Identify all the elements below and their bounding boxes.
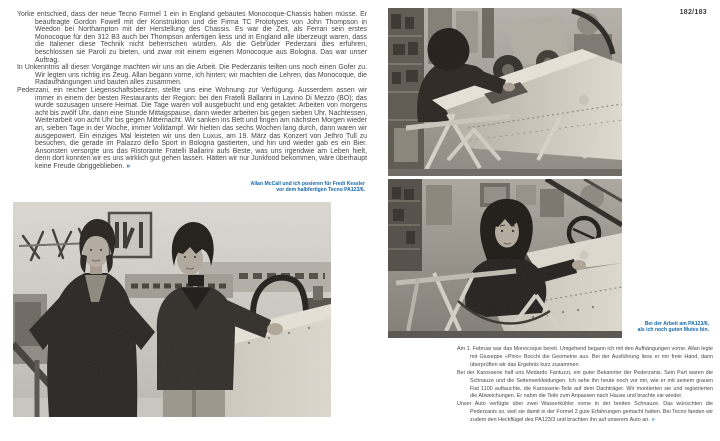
monocoque-work-illustration [388, 8, 622, 176]
page-folio: 182/183 [679, 9, 707, 16]
left-page-body-text [17, 11, 367, 170]
quote-end-mark: » [651, 417, 655, 424]
photo-mechanic-in-chassis [388, 179, 622, 338]
body-paragraph [457, 401, 713, 425]
body-paragraph [17, 87, 367, 171]
caption-line: Bei der Arbeit am PA123/6, [644, 321, 709, 327]
body-paragraph-text: Unser Auto verfügte über zwei Wasserkühler vorne in der breiten Schnauze. Das wünschten die Pederzanis so, weil sie damit in der Formel 2 gute Erfahrungen gemacht hatten. Bei Tecno fanden wir zudem den Heckflügel des PA123/3 und brachten ihn auf unserem Auto an. [457, 401, 713, 424]
body-paragraph: Yorke entschied, dass der neue Tecno Formel 1 ein in England gebautes Monocoque-Chassis haben müsse. Er beauftragte Gordon Fowell mit der Konstruktion und die Firma TC Prototypes von John Thompson in Weedon bei Northampton mit der Herstellung des Chassis. Es war die Zeit, als Ferrari sein erstes Monocoque für den 312 B3 auch bei Thompson anfertigen liess und in England alle überzeugt waren, dass die Italiener diese Technik nicht beherrschen würden. Als die Gebrüder Pederzani dies erfuhren, beschlossen sie Paroli zu bieten, und zwar mit einem eigenen Monocoque aus Bologna. Das war unser Auftrag. [17, 11, 367, 64]
workshop-posing-illustration [13, 202, 331, 417]
right-page-body-text [457, 346, 713, 425]
caption-line: vor dem halbfertigen Tecno PA123/6. [276, 186, 365, 193]
photo-leaning-over-monocoque [388, 8, 622, 176]
left-photo-caption [251, 182, 365, 194]
quote-end-mark: » [126, 162, 131, 170]
chassis-portrait-illustration [388, 179, 622, 338]
body-paragraph: Bei der Karosserie half uns Medardo Fantuzzi, ein guter Bekannter der Pederzanis. Sein Part waren die Schnauze und die Seitenverkleidungen. Ich sehe ihn heute noch vor mir, wie er mit seinem grauen Fiat 1100 auftauchte, die Karosserie-Teile auf dem Dachträger. Wir montierten sie und registrierten die Abweichungen. Er nahm die Teile zum Anpassen nach Hause und brachte sie wieder. [457, 369, 713, 400]
caption-line: Allan McCall und ich posieren für Fredi Kessler [250, 181, 365, 187]
photo-two-mechanics-posing [13, 202, 331, 417]
body-paragraph: In Unkenntnis all dieser Vorgänge machten wir uns an die Arbeit. Die Pederzanis teilten uns noch einen Gofer zu. Wir legten uns richtig ins Zeug. Allan begann vorne, ich hinten; wir machten die Lehren, das Monocoque, die Radaufhängungen und bauten alles zusammen. [17, 64, 367, 87]
body-paragraph-text: Pederzani, ein reicher Liegenschaftsbesitzer, stellte uns eine Wohnung zur Verfügung. Ausserdem assen wir immer in einem der besten Restaurants der Region: bei den Fratelli Ballarini in Lavino Di Mezzo (BO); das wurde sozusagen unsere Heimat. Die Tage waren voll ausgebucht und eng getaktet: Arbeiten von morgens acht bis zwölf Uhr, dann eine Stunde Mittagspause, dann wieder arbeiten bis gegen sieben Uhr, Nachtessen, Weiterarbeit von acht Uhr bis gegen Mitternacht. Wir sanken ins Bett und fingen am nächsten Morgen wieder an, sieben Tage in der Woche, immer Volldampf. Wir hielten das sechs Wochen lang durch, dann waren wir ausgepowert. Ein einziges Mal leisteten wir uns den Luxus, am 19. März das Konzert von Jethro Tull zu besuchen, die gerade im Palazzo dello Sport in Bologna gastierten, und hin und wieder gab es ein Bier. Ansonsten versorgte uns das Ristorante Fratelli Ballarini aufs Beste, was uns irgendwie am Leben hielt, denn dort konnten wir es uns wirklich gut gehen lassen. Hätten wir nur Junkfood bekommen, wäre überhaupt keine Freude übriggeblieben. [17, 86, 367, 170]
body-paragraph: Am 1. Februar war das Monocoque bereit. Umgehend begann ich mit den Aufhängungen vorne. Allan legte mit Giuseppe «Pino» Bocchi die Geometrie aus. Bei der Ausführung liess er mir freie Hand, dann überprüften wir das Ergebnis kurz zusammen. [457, 346, 713, 368]
caption-line: als ich noch guten Mutes bin. [637, 327, 709, 334]
right-photo-caption [638, 321, 709, 333]
